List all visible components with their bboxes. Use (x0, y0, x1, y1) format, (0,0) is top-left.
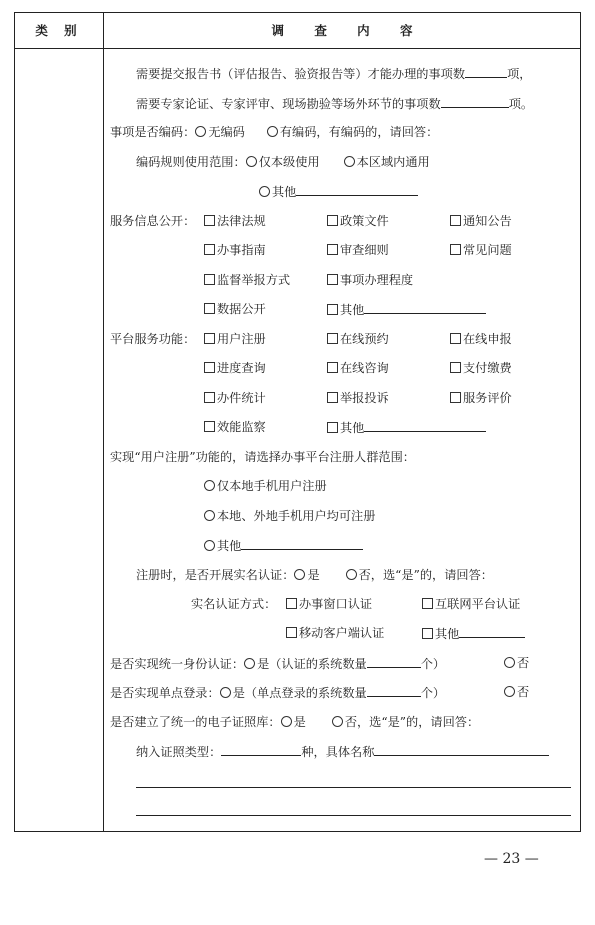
radio-sso-yes[interactable] (220, 687, 231, 698)
radio-library-yes[interactable] (281, 716, 292, 727)
no-label: 否 (517, 656, 530, 670)
radio-coding-other[interactable] (259, 186, 270, 197)
realname-label: 注册时，是否开展实名认证： (136, 568, 295, 582)
platform-option[interactable] (327, 390, 389, 406)
report-count-line (136, 65, 531, 82)
option-label: 在线预约 (340, 332, 389, 346)
checkbox[interactable] (204, 215, 215, 226)
no-label: 否，选“是”的，请回答： (358, 568, 493, 582)
region-label: 本区域内通用 (356, 155, 430, 169)
option-label: 在线咨询 (340, 361, 389, 375)
page-number: — 23 — (484, 851, 539, 867)
radio-region[interactable] (344, 156, 355, 167)
no-label: 否，选“是”的，请回答： (344, 715, 480, 729)
coding-other-label: 其他 (272, 185, 297, 199)
service-option[interactable] (327, 213, 389, 229)
option-label: 其他 (340, 303, 365, 317)
radio[interactable] (204, 480, 215, 491)
yes-label: 是 (307, 568, 320, 582)
service-option-other[interactable] (327, 301, 486, 318)
coding-scope-label: 编码规则使用范围： (136, 155, 246, 169)
checkbox[interactable] (450, 333, 461, 344)
checkbox[interactable] (204, 362, 215, 373)
service-option[interactable] (327, 272, 413, 288)
checkbox[interactable] (204, 244, 215, 255)
header-content: 调 查 内 容 (271, 23, 413, 38)
radio-library-no[interactable] (332, 716, 343, 727)
platform-option[interactable] (204, 360, 266, 376)
sso-unit: 个） (420, 686, 446, 700)
option-label: 数据公开 (217, 302, 266, 316)
checkbox[interactable] (450, 392, 461, 403)
service-option[interactable] (204, 272, 290, 288)
checkbox[interactable] (327, 274, 338, 285)
identity-yes-label: 是（认证的系统数量 (257, 657, 367, 671)
option-label: 法律法规 (217, 214, 266, 228)
option-label: 互联网平台认证 (435, 597, 521, 611)
coding-scope-line (136, 154, 430, 170)
sso-no[interactable] (504, 684, 529, 700)
identity-line (110, 655, 445, 672)
service-option[interactable] (450, 242, 512, 258)
service-option[interactable] (204, 242, 266, 258)
checkbox[interactable] (327, 422, 338, 433)
option-label: 举报投诉 (340, 391, 389, 405)
option-label: 其他 (340, 421, 365, 435)
registration-title: 实现“用户注册”功能的，请选择办事平台注册人群范围： (110, 450, 415, 464)
method-other-field[interactable] (459, 625, 525, 638)
checkbox[interactable] (450, 215, 461, 226)
cert-name-label: 种，具体名称 (301, 745, 375, 759)
checkbox[interactable] (327, 244, 338, 255)
option-label: 用户注册 (217, 332, 266, 346)
platform-option[interactable] (450, 390, 512, 406)
platform-option[interactable] (327, 360, 389, 376)
cert-name-line-2[interactable] (136, 787, 571, 788)
cert-name-line-3[interactable] (136, 815, 571, 816)
option-label: 服务评价 (463, 391, 512, 405)
identity-no[interactable] (504, 655, 529, 671)
platform-title: 平台服务功能： (110, 332, 196, 346)
report-count-label: 需要提交报告书（评估报告、验资报告等）才能办理的事项数 (136, 67, 466, 81)
method-option[interactable] (286, 625, 384, 641)
radio-identity-no[interactable] (504, 657, 515, 668)
radio-has-code[interactable] (267, 126, 278, 137)
checkbox[interactable] (327, 304, 338, 315)
checkbox[interactable] (422, 598, 433, 609)
cert-name-field[interactable] (374, 743, 549, 756)
radio-identity-yes[interactable] (244, 658, 255, 669)
platform-option[interactable] (450, 360, 512, 376)
checkbox[interactable] (327, 333, 338, 344)
checkbox[interactable] (204, 274, 215, 285)
service-option[interactable] (204, 301, 266, 317)
option-label: 政策文件 (340, 214, 389, 228)
radio[interactable] (204, 540, 215, 551)
registration-other-field[interactable] (241, 537, 363, 550)
report-count-unit: 项， (507, 67, 532, 81)
service-option[interactable] (327, 242, 389, 258)
platform-option[interactable] (204, 419, 266, 435)
expert-count-unit: 项。 (508, 97, 534, 111)
radio-local-only[interactable] (246, 156, 257, 167)
identity-unit: 个） (420, 657, 446, 671)
coding-line (110, 124, 438, 140)
option-label: 审查细则 (340, 243, 389, 257)
checkbox[interactable] (286, 598, 297, 609)
service-other-field[interactable] (364, 301, 486, 314)
cert-type-label: 纳入证照类型： (136, 745, 222, 759)
radio-realname-no[interactable] (346, 569, 357, 580)
registration-option[interactable] (204, 478, 327, 494)
registration-option[interactable] (204, 508, 375, 524)
checkbox[interactable] (450, 244, 461, 255)
option-label: 办件统计 (217, 391, 266, 405)
option-label: 监督举报方式 (217, 273, 291, 287)
yes-label: 是 (293, 715, 306, 729)
no-label: 否 (517, 685, 530, 699)
checkbox[interactable] (327, 215, 338, 226)
platform-option[interactable] (327, 331, 389, 347)
option-label: 在线申报 (463, 332, 512, 346)
method-option-other[interactable] (422, 625, 525, 642)
option-label: 其他 (435, 627, 460, 641)
platform-option[interactable] (204, 390, 266, 406)
option-label: 仅本地手机用户注册 (217, 479, 327, 493)
option-label: 本地、外地手机用户均可注册 (217, 509, 376, 523)
checkbox[interactable] (204, 303, 215, 314)
sso-label: 是否实现单点登录： (110, 686, 220, 700)
option-label: 办事指南 (217, 243, 266, 257)
checkbox[interactable] (327, 362, 338, 373)
option-label: 进度查询 (217, 361, 266, 375)
option-label: 事项办理程度 (340, 273, 414, 287)
no-code-label: 无编码 (208, 125, 245, 139)
checkbox[interactable] (327, 392, 338, 403)
identity-label: 是否实现统一身份认证： (110, 657, 245, 671)
checkbox[interactable] (286, 627, 297, 638)
service-option[interactable] (450, 213, 512, 229)
option-label: 常见问题 (463, 243, 512, 257)
option-label: 移动客户端认证 (299, 626, 385, 640)
column-divider (103, 13, 104, 831)
option-label: 效能监察 (217, 420, 266, 434)
platform-other-field[interactable] (364, 419, 486, 432)
registration-option-other[interactable] (204, 537, 363, 554)
radio[interactable] (204, 510, 215, 521)
sso-count-field[interactable] (367, 684, 421, 697)
checkbox[interactable] (204, 421, 215, 432)
option-label: 办事窗口认证 (299, 597, 373, 611)
expert-count-label: 需要专家论证、专家评审、现场勘验等场外环节的事项数 (136, 97, 441, 111)
table-header (15, 13, 580, 49)
realname-line (136, 567, 493, 583)
report-count-field[interactable] (465, 65, 507, 78)
has-code-label: 有编码，有编码的，请回答： (279, 125, 439, 139)
header-category: 类 别 (35, 23, 83, 38)
coding-label: 事项是否编码： (110, 125, 196, 139)
cert-library-line (110, 714, 479, 730)
option-label: 通知公告 (463, 214, 512, 228)
expert-count-field[interactable] (441, 95, 509, 108)
checkbox[interactable] (204, 392, 215, 403)
checkbox[interactable] (204, 333, 215, 344)
platform-option-other[interactable] (327, 419, 486, 436)
service-info-title: 服务信息公开： (110, 214, 196, 228)
radio-no-code[interactable] (195, 126, 206, 137)
sso-yes-label: 是（单点登录的系统数量 (232, 686, 367, 700)
option-label: 其他 (217, 539, 242, 553)
platform-option[interactable] (204, 331, 266, 347)
method-option[interactable] (422, 596, 520, 612)
sso-line (110, 684, 445, 701)
identity-count-field[interactable] (367, 655, 421, 668)
option-label: 支付缴费 (463, 361, 512, 375)
service-option[interactable] (204, 213, 266, 229)
local-only-label: 仅本级使用 (258, 155, 320, 169)
platform-option[interactable] (450, 331, 512, 347)
coding-other-line (259, 183, 418, 200)
checkbox[interactable] (422, 628, 433, 639)
expert-count-line (136, 95, 533, 112)
cert-type-line (136, 743, 549, 760)
radio-realname-yes[interactable] (294, 569, 305, 580)
cert-type-count-field[interactable] (221, 743, 301, 756)
cert-library-label: 是否建立了统一的电子证照库： (110, 715, 281, 729)
radio-sso-no[interactable] (504, 686, 515, 697)
realname-method-title: 实名认证方式： (191, 597, 277, 611)
checkbox[interactable] (450, 362, 461, 373)
method-option[interactable] (286, 596, 372, 612)
coding-other-field[interactable] (296, 183, 418, 196)
